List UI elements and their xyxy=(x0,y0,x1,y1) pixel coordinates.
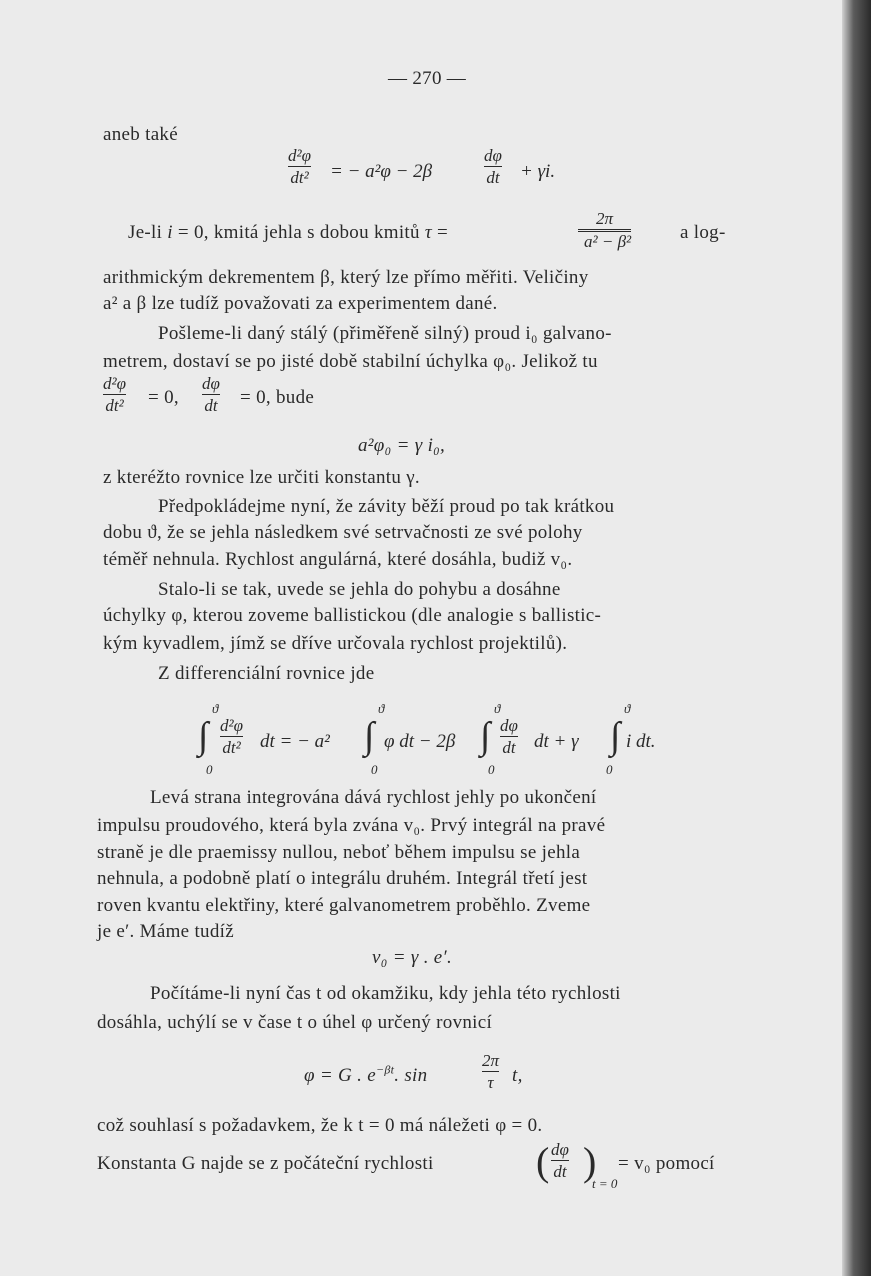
text-line: dosáhla, uchýlí se v čase t o úhel φ určený rovnicí xyxy=(97,1012,493,1033)
fraction-bar xyxy=(202,394,220,395)
int4-lower: 0 xyxy=(606,762,613,777)
fraction-bar xyxy=(482,1071,499,1072)
l07-f1-denominator: dt² xyxy=(105,396,124,415)
eq1-frac1-numerator: d²φ xyxy=(288,146,312,165)
phi-numerator: 2π xyxy=(482,1051,500,1070)
fraction-bar xyxy=(103,394,126,395)
v0-subscript: t = 0 xyxy=(592,1176,618,1191)
text-line: roven kvantu elektřiny, které galvanometrem proběhlo. Zveme xyxy=(97,895,591,916)
eq1-tail: + γi. xyxy=(520,161,556,182)
tau-denominator: a² − β² xyxy=(578,231,631,251)
phi-denominator: τ xyxy=(487,1073,494,1092)
text-line-tail: = v₀ pomocí xyxy=(618,1153,715,1174)
int-term-1: dt = − a² xyxy=(260,731,330,752)
int4-upper: ϑ xyxy=(624,701,631,716)
text-segment: = 0, kmitá jehla s dobou kmitů xyxy=(172,222,425,243)
variable-tau: τ xyxy=(424,222,432,243)
l07-f1-numerator: d²φ xyxy=(103,374,127,393)
text-line: Počítáme-li nyní čas t od okamžiku, kdy jehla této rychlosti xyxy=(150,983,621,1004)
text-line: = 0, xyxy=(148,387,179,408)
tau-fraction xyxy=(578,209,631,251)
text-line: Konstanta G najde se z počáteční rychlosti xyxy=(97,1153,434,1174)
int-term-3: dt + γ xyxy=(534,731,579,752)
paren-open: ( xyxy=(536,1139,550,1184)
text-line: impulsu proudového, která byla zvána v₀. Prvý integrál na pravé xyxy=(97,815,606,836)
fraction-bar xyxy=(484,166,502,167)
int-term-4: i dt. xyxy=(626,731,656,752)
eq-segment: . sin xyxy=(394,1065,428,1086)
text-segment: Je-li xyxy=(128,222,168,243)
text-line: úchylky φ, kterou zoveme ballistickou (dle analogie s ballistic- xyxy=(103,605,602,626)
v0-numerator: dφ xyxy=(551,1140,569,1159)
text-line xyxy=(128,221,448,245)
int3-upper: ϑ xyxy=(494,701,501,716)
int-f1-numerator: d²φ xyxy=(220,716,244,735)
int1-upper: ϑ xyxy=(212,701,219,716)
equation-line: a²φ₀ = γ i₀, xyxy=(358,435,446,456)
phi-eq-tail: t, xyxy=(512,1065,523,1086)
int-fraction-2 xyxy=(500,716,518,757)
fraction-bar xyxy=(500,736,518,737)
fraction-bar xyxy=(220,736,243,737)
l07-f2-numerator: dφ xyxy=(202,374,220,393)
eq1-fraction-left xyxy=(288,146,311,187)
text-line-tail: a log- xyxy=(680,222,726,243)
eq1-fraction-right xyxy=(484,146,502,187)
eq1-middle: = − a²φ − 2β xyxy=(330,161,433,182)
page-number: — 270 — xyxy=(388,68,467,89)
text-line: dobu ϑ, že se jehla následkem své setrvačnosti ze své polohy xyxy=(103,522,583,543)
text-line: aneb také xyxy=(103,124,178,145)
text-line: a² a β lze tudíž považovati za experimentem dané. xyxy=(103,293,498,314)
eq-exponent: −βt xyxy=(375,1062,395,1077)
integral-sign: ∫ xyxy=(480,715,491,757)
integral-sign: ∫ xyxy=(610,715,621,757)
text-line: Stalo-li se tak, uvede se jehla do pohybu a dosáhne xyxy=(158,579,561,600)
integral-sign: ∫ xyxy=(364,715,375,757)
equation-line: v₀ = γ . e′. xyxy=(372,947,453,968)
text-line: kým kyvadlem, jímž se dříve určovala rychlost projektilů). xyxy=(103,633,568,654)
eq1-frac2-denominator: dt xyxy=(486,168,500,187)
text-line: Z differenciální rovnice jde xyxy=(158,663,375,684)
text-line: Pošleme-li daný stálý (přiměřeně silný) proud i₀ galvano- xyxy=(158,323,612,344)
int2-lower: 0 xyxy=(371,762,378,777)
eq1-frac2-numerator: dφ xyxy=(484,146,502,165)
v0-fraction xyxy=(551,1140,569,1181)
integral-sign: ∫ xyxy=(198,715,209,757)
tau-numerator: 2π xyxy=(596,209,614,228)
text-line: což souhlasí s požadavkem, že k t = 0 má náležeti φ = 0. xyxy=(97,1115,543,1136)
int-f1-denominator: dt² xyxy=(222,738,241,757)
int-fraction-1 xyxy=(220,716,243,757)
text-line: Levá strana integrována dává rychlost jehly po ukončení xyxy=(150,787,597,808)
v0-denominator: dt xyxy=(553,1162,567,1181)
eq-segment: φ = G . e xyxy=(304,1065,376,1086)
text-line: straně je dle praemissy nullou, neboť během impulsu se jehla xyxy=(97,842,581,863)
page-edge-shadow xyxy=(842,0,871,1276)
text-line: z kteréžto rovnice lze určiti konstantu γ. xyxy=(103,467,420,488)
int-f2-numerator: dφ xyxy=(500,716,518,735)
int-f2-denominator: dt xyxy=(502,738,516,757)
int-term-2: φ dt − 2β xyxy=(384,731,456,752)
fraction-bar xyxy=(578,229,631,230)
text-line: Předpokládejme nyní, že závity běží proud po tak krátkou xyxy=(158,496,615,517)
phi-equation xyxy=(304,1064,427,1088)
text-line: arithmickým dekrementem β, který lze přímo měřiti. Veličiny xyxy=(103,267,589,288)
text-line: nehnula, a podobně platí o integrálu druhém. Integrál třetí jest xyxy=(97,868,588,889)
phi-fraction xyxy=(482,1051,499,1092)
text-line: metrem, dostaví se po jisté době stabilní úchylka φ₀. Jelikož tu xyxy=(103,351,598,372)
text-line: téměř nehnula. Rychlost angulárná, které dosáhla, budiž v₀. xyxy=(103,549,573,570)
eq1-frac1-denominator: dt² xyxy=(290,168,309,187)
int2-upper: ϑ xyxy=(378,701,385,716)
text-segment: = xyxy=(431,222,449,243)
fraction-bar xyxy=(288,166,311,167)
l07-fraction-2 xyxy=(202,374,220,415)
int1-lower: 0 xyxy=(206,762,213,777)
text-line: je e′. Máme tudíž xyxy=(97,921,234,942)
l07-fraction-1 xyxy=(103,374,126,415)
text-line: = 0, bude xyxy=(240,387,315,408)
paren-close: ) xyxy=(583,1139,597,1184)
int3-lower: 0 xyxy=(488,762,495,777)
l07-f2-denominator: dt xyxy=(204,396,218,415)
variable-i: i xyxy=(167,222,173,243)
fraction-bar xyxy=(551,1160,569,1161)
